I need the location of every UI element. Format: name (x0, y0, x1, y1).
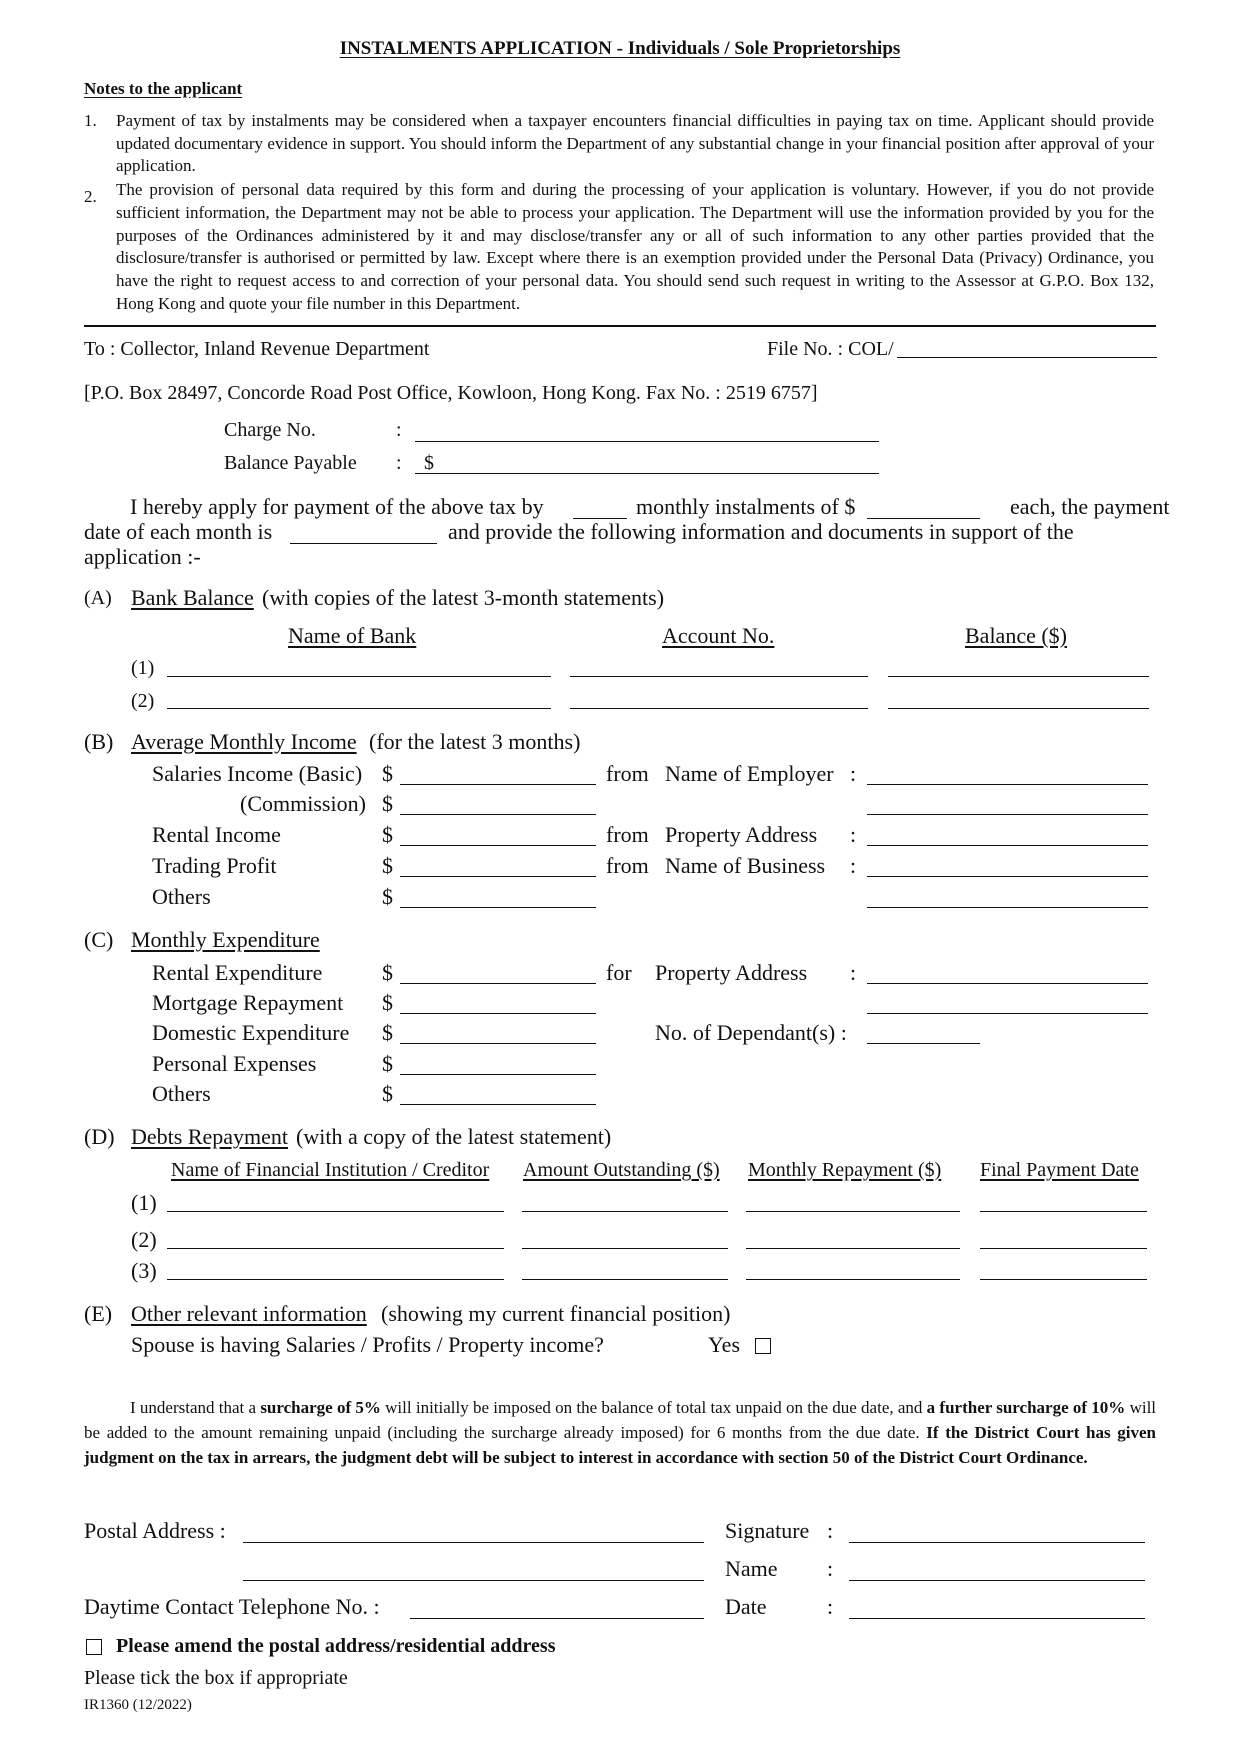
section-b-label: (B) (84, 729, 114, 754)
form-title: INSTALMENTS APPLICATION - Individuals / Sole Proprietorships (339, 38, 901, 59)
business-field[interactable] (867, 876, 1148, 877)
payment-date-field[interactable] (290, 543, 437, 544)
business-label: Name of Business (665, 853, 826, 878)
debt-2-outstanding-field[interactable] (522, 1248, 728, 1249)
section-b-note: (for the latest 3 months) (369, 729, 581, 754)
expenditure-others-dollar: $ (382, 1081, 393, 1106)
col-account-no: Account No. (662, 623, 775, 648)
section-c-label: (C) (84, 927, 114, 952)
section-c-title: Monthly Expenditure (131, 927, 320, 952)
date-label: Date (725, 1594, 767, 1619)
debt-3-outstanding-field[interactable] (522, 1279, 728, 1280)
debt-1-outstanding-field[interactable] (522, 1211, 728, 1212)
from-employer: from (606, 761, 649, 786)
name-field[interactable] (849, 1580, 1145, 1581)
trading-profit-label: Trading Profit (152, 853, 277, 878)
dependants-label: No. of Dependant(s) : (655, 1020, 847, 1045)
rental-expenditure-label: Rental Expenditure (152, 960, 323, 985)
debt-2-monthly-field[interactable] (746, 1248, 960, 1249)
expenditure-property-label: Property Address (655, 960, 808, 985)
employer-label: Name of Employer (665, 761, 834, 786)
telephone-field[interactable] (410, 1618, 704, 1619)
section-divider (84, 325, 1156, 327)
file-no-field[interactable] (897, 357, 1157, 358)
personal-expenses-label: Personal Expenses (152, 1051, 317, 1076)
bank-2-balance-field[interactable] (888, 708, 1149, 709)
debt-row-3-label: (3) (131, 1258, 157, 1283)
bank-1-account-field[interactable] (570, 676, 868, 677)
col-monthly-repayment: Monthly Repayment ($) (748, 1159, 942, 1181)
balance-payable-field[interactable] (415, 473, 879, 474)
domestic-dollar: $ (382, 1020, 393, 1045)
application-text-3: each, the payment (1010, 494, 1170, 519)
charge-no-field[interactable] (415, 441, 879, 442)
personal-expenses-dollar: $ (382, 1051, 393, 1076)
application-text-2: monthly instalments of $ (636, 494, 856, 519)
section-d-title: Debts Repayment (131, 1124, 289, 1149)
balance-payable-colon: : (396, 452, 402, 474)
bank-2-account-field[interactable] (570, 708, 868, 709)
col-balance: Balance ($) (965, 623, 1067, 648)
business-colon: : (850, 853, 857, 878)
date-field[interactable] (849, 1618, 1145, 1619)
rental-expenditure-dollar: $ (382, 960, 393, 985)
surcharge-bold-2: a further surcharge of 10% (926, 1398, 1126, 1417)
surcharge-text-3: will be added to the amount remaining unpaid (including the surcharge already imposed) for 6 months from the due date. (84, 1398, 1157, 1442)
application-text-1: I hereby apply for payment of the above tax by (130, 494, 544, 519)
bank-2-name-field[interactable] (167, 708, 551, 709)
date-colon: : (827, 1594, 834, 1619)
charge-no-label: Charge No. (224, 419, 316, 441)
business-field-2[interactable] (867, 907, 1148, 908)
rental-income-dollar: $ (382, 822, 393, 847)
note-1-number: 1. (84, 111, 97, 130)
debt-row-2-label: (2) (131, 1227, 157, 1252)
expenditure-property-field-2[interactable] (867, 1013, 1148, 1014)
expenditure-others-label: Others (152, 1081, 211, 1106)
section-a-title: Bank Balance (131, 585, 254, 610)
collector-address: [P.O. Box 28497, Concorde Road Post Office, Kowloon, Hong Kong. Fax No. : 2519 6757] (84, 382, 818, 404)
application-text-6: application :- (84, 544, 201, 569)
name-label: Name (725, 1556, 778, 1581)
col-name-of-bank: Name of Bank (288, 623, 417, 648)
rental-expenditure-field[interactable] (400, 983, 596, 984)
application-text-5: and provide the following information and documents in support of the (448, 519, 1074, 544)
from-business: from (606, 853, 649, 878)
amend-address-checkbox[interactable] (86, 1639, 102, 1655)
dependants-field[interactable] (867, 1043, 980, 1044)
commission-dollar: $ (382, 791, 393, 816)
section-e-note: (showing my current financial position) (381, 1301, 731, 1326)
trading-profit-dollar: $ (382, 853, 393, 878)
surcharge-notice (84, 1395, 1156, 1470)
employer-field-2[interactable] (867, 814, 1148, 815)
personal-expenses-field[interactable] (400, 1074, 596, 1075)
debt-1-creditor-field[interactable] (167, 1211, 504, 1212)
signature-field[interactable] (849, 1542, 1145, 1543)
commission-label: (Commission) (240, 791, 366, 816)
debt-3-monthly-field[interactable] (746, 1279, 960, 1280)
domestic-label: Domestic Expenditure (152, 1020, 350, 1045)
postal-address-label: Postal Address : (84, 1518, 226, 1543)
salaries-basic-dollar: $ (382, 761, 393, 786)
signature-colon: : (827, 1518, 834, 1543)
amend-address-label: Please amend the postal address/residential address (116, 1635, 556, 1657)
debt-1-monthly-field[interactable] (746, 1211, 960, 1212)
debt-row-1-label: (1) (131, 1190, 157, 1215)
balance-payable-label: Balance Payable (224, 452, 357, 474)
rental-income-label: Rental Income (152, 822, 281, 847)
salaries-basic-field[interactable] (400, 784, 596, 785)
income-property-colon: : (850, 822, 857, 847)
spouse-question: Spouse is having Salaries / Profits / Property income? (131, 1332, 604, 1357)
section-d-label: (D) (84, 1124, 115, 1149)
form-code: IR1360 (12/2022) (84, 1697, 192, 1713)
section-a-label: (A) (84, 587, 112, 609)
from-property: from (606, 822, 649, 847)
income-property-field[interactable] (867, 845, 1148, 846)
spouse-yes-checkbox[interactable] (755, 1338, 771, 1354)
tick-note: Please tick the box if appropriate (84, 1667, 348, 1689)
surcharge-text-1: I understand that a (130, 1398, 261, 1417)
income-property-label: Property Address (665, 822, 818, 847)
domestic-field[interactable] (400, 1043, 596, 1044)
income-others-field[interactable] (400, 907, 596, 908)
mortgage-field[interactable] (400, 1013, 596, 1014)
mortgage-dollar: $ (382, 990, 393, 1015)
col-creditor: Name of Financial Institution / Creditor (171, 1159, 490, 1181)
debt-3-creditor-field[interactable] (167, 1279, 504, 1280)
note-1-text: Payment of tax by instalments may be considered when a taxpayer encounters financial difficulties in paying tax on time. Applicant should provide updated documentary evidence in support. You should inform the Department of any substantial change in your financial position after approval of your application. (116, 111, 1154, 175)
col-final-payment-date: Final Payment Date (980, 1159, 1139, 1181)
employer-colon: : (850, 761, 857, 786)
for-property: for (606, 960, 632, 985)
debt-2-final-date-field[interactable] (980, 1248, 1147, 1249)
col-amount-outstanding: Amount Outstanding ($) (523, 1159, 720, 1181)
surcharge-text-2: will initially be imposed on the balance of total tax unpaid on the due date, and (380, 1398, 927, 1417)
bank-row-2-label: (2) (131, 690, 155, 712)
note-2-number: 2. (84, 187, 97, 206)
surcharge-bold-3: If the District Court has given judgment on the tax in arrears, the judgment debt will be subject to interest in accordance with section 50 of the District Court Ordinance. (84, 1423, 1156, 1467)
mortgage-label: Mortgage Repayment (152, 990, 344, 1015)
expenditure-property-colon: : (850, 960, 857, 985)
signature-label: Signature (725, 1518, 810, 1543)
commission-field[interactable] (400, 814, 596, 815)
file-no-label: File No. : COL/ (767, 338, 894, 360)
name-colon: : (827, 1556, 834, 1581)
section-b-title: Average Monthly Income (131, 729, 357, 754)
income-others-label: Others (152, 884, 211, 909)
employer-field[interactable] (867, 784, 1148, 785)
postal-address-field-2[interactable] (243, 1580, 704, 1581)
postal-address-field-1[interactable] (243, 1542, 704, 1543)
bank-1-balance-field[interactable] (888, 676, 1149, 677)
section-d-note: (with a copy of the latest statement) (296, 1124, 612, 1149)
application-text-4: date of each month is (84, 519, 273, 544)
section-e-title: Other relevant information (131, 1301, 367, 1326)
expenditure-others-field[interactable] (400, 1104, 596, 1105)
bank-1-name-field[interactable] (167, 676, 551, 677)
to-collector: To : Collector, Inland Revenue Department (84, 338, 430, 360)
trading-profit-field[interactable] (400, 876, 596, 877)
section-e-label: (E) (84, 1301, 113, 1326)
section-a-note: (with copies of the latest 3-month statements) (262, 585, 665, 610)
debt-3-final-date-field[interactable] (980, 1279, 1147, 1280)
bank-row-1-label: (1) (131, 657, 155, 679)
rental-income-field[interactable] (400, 845, 596, 846)
charge-no-colon: : (396, 419, 402, 441)
spouse-yes-label: Yes (708, 1332, 741, 1357)
salaries-basic-label: Salaries Income (Basic) (152, 761, 363, 786)
income-others-dollar: $ (382, 884, 393, 909)
expenditure-property-field[interactable] (867, 983, 1148, 984)
balance-payable-dollar: $ (424, 452, 434, 474)
note-2-text: The provision of personal data required by this form and during the processing of your application is voluntary. However, if you do not provide sufficient information, the Department may not be able to process your application. The Department will use the information provided by you for the purposes of the Ordinances administered by it and may disclose/transfer any or all of such information to any other parties provided that the disclosure/transfer is authorised or permitted by law. Except where there is an exemption provided under the Personal Data (Privacy) Ordinance, you have the right to request access to and correction of your personal data. You should send such request in writing to the Assessor at G.P.O. Box 132, Hong Kong and quote your file number in this Department. (116, 180, 1154, 313)
debt-1-final-date-field[interactable] (980, 1211, 1147, 1212)
notes-heading: Notes to the applicant (84, 79, 243, 98)
telephone-label: Daytime Contact Telephone No. : (84, 1594, 380, 1619)
debt-2-creditor-field[interactable] (167, 1248, 504, 1249)
surcharge-bold-1: surcharge of 5% (260, 1398, 381, 1417)
